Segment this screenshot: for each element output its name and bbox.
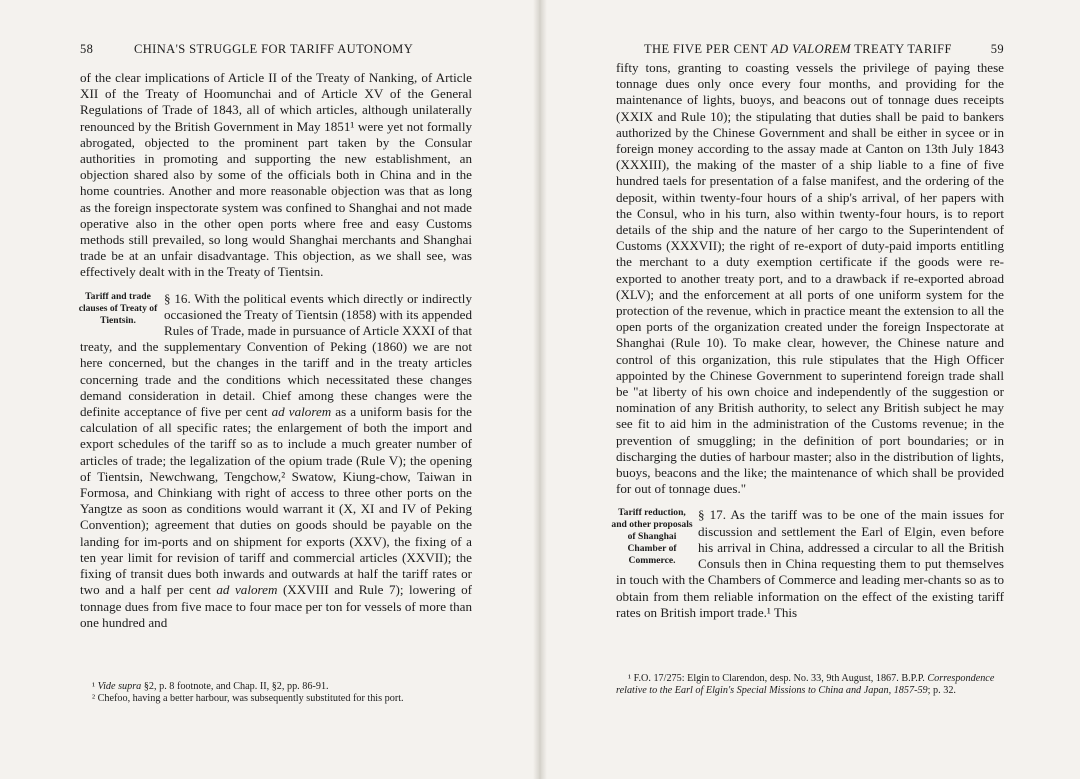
left-para2-text-a: § 16. With the political events which directly or indirectly occasioned the Treaty of Tientsin (1858) with its appended Rules of Trade, made in pursuance of Article XXXI of that treaty, and the supplementary Convention of Peking (1860) we are not here concerned, but the changes in the tariff and in the treaty articles concerning trade and the conditions which necessitated these changes demand consideration in detail. Chief among these changes were the definite acceptance of five per cent [80, 290, 472, 420]
left-para2-text-c: (XXVIII and Rule 7); lowering of tonnage dues from five mace to four mace per ton for vessels of more than one hundred and [80, 582, 472, 630]
right-para2-text: § 17. As the tariff was to be one of the main issues for discussion and settlement the Earl of Elgin, even before his arrival in China, addressed a circular to all the British Consuls then in China requesting them to put themselves in touch with the Chambers of Commerce and leading mer-chants so as to obtain from them reliable information on the effect of the existing tariff rates on British import trade.¹ This [616, 507, 1004, 620]
left-para2-italic: ad valorem [271, 404, 332, 420]
right-page-number: 59 [990, 42, 1004, 56]
left-paragraph-2 [80, 291, 472, 631]
right-paragraph-2 [611, 507, 1004, 620]
left-para2-text-b: as a uniform basis for the calculation of all specific rates; the enlargement of both the import and export schedules of the tariff so as to include a much greater number of articles of trade; the legalization of the opium trade (Rule V); the opening of Tientsin, Newchwang, Tengchow,² Swatow, Kiung-chow, Taiwan in Formosa, and Chinkiang with right of access to three other ports on the Yangtze as soon as conditions would warrant it (X, XI and IV of Peking Convention); agreement that duties on goods should be payable on the landing for im-ports and on shipment for exports (XXV), the fixing of a ten year limit for revision of tariff and commercial articles (XXVII); the fixing of transit dues both inwards and outwards at half the tariff rates or two and a half per cent [80, 404, 472, 598]
right-page [540, 0, 1080, 779]
left-footnote-2: ² Chefoo, having a better harbour, was subsequently substituted for this port. [92, 693, 404, 705]
left-footnotes [80, 681, 472, 705]
right-running-title: THE FIVE PER CENT AD VALOREM TREATY TARIFF [644, 42, 952, 56]
right-footnotes [616, 673, 1004, 697]
right-paragraph-1: fifty tons, granting to coasting vessels the privilege of paying these tonnage dues only once every four months, and providing for the maintenance of lights, buoys, and beacons out of tonnage dues receipts (XXIX and Rule 10); the stipulating that duties shall be paid to bankers authorized by the Chinese Government and shall be either in sycee or in foreign money according to the assay made at Canton on 13th July 1843 (XXXIII), the making of the master of a ship liable to a fine of five hundred taels for presentation of a false manifest, and the ordering of the deposit, within twenty-four hours of a ship's arrival, of her papers with the Consul, who in his turn, also within twenty-four hours, is to report details of the ship and the nature of her cargo to the Superintendent of Customs (XXXVII); the right of re-export of duty-paid imports entitling the merchant to a duty exemption certificate if the goods were re-exported to another treaty port, and to a drawback if re-exported abroad (XLV); and the enforcement at all ports of one uniform system for the protection of the revenue, which in practice meant the extension to all the open ports of the organization created under the foreign Inspectorate at Shanghai (Rule 10). To make clear, however, the Chinese nature and control of this organization, this rule stipulates that the High Officer appointed by the Chinese Government to superintend foreign trade shall be "at liberty of his own choice and independently of the suggestion or nomination of any British authority, to select any British subject he may see fit to aid him in the administration of the Customs revenue; in the prevention of smuggling; in the definition of port boundaries; or in discharging the duties of harbour master; also in the distribution of lights, buoys, beacons and the like; the maintenance of which shall be provided for out of tonnage dues." [616, 60, 1004, 497]
left-body-text [80, 70, 472, 631]
left-running-title: CHINA'S STRUGGLE FOR TARIFF AUTONOMY [134, 42, 414, 56]
right-body-text [611, 60, 1004, 621]
left-paragraph-1: of the clear implications of Article II of the Treaty of Nanking, of Article XII of the Treaty of Hoomunchai and of Article XV of the General Regulations of Trade of 1843, all of which articles, although unilaterally renounced by the British Government in May 1851¹ were yet not formally abrogated, objected to the prominent part taken by the Consular authorities in promoting and supporting the new establishment, an objection shared also by some of the officials both in China and in the home countries. Another and more reasonable objection was that as long as the foreign inspectorate system was confined to Shanghai and not made operative also in the other open ports where free and easy Customs methods still prevailed, so long would Shanghai merchants and Shanghai trade be at an unfair disadvantage. This objection, as we shall see, was effectively dealt with in the Treaty of Tientsin. [80, 70, 472, 280]
right-margin-note: Tariff reduction, and other proposals of Shanghai Chamber of Commerce. [611, 507, 693, 567]
left-footnote-1: ¹ Vide supra §2, p. 8 footnote, and Chap. II, §2, pp. 86-91. [92, 681, 329, 692]
left-margin-note: Tariff and trade clauses of Treaty of Tientsin. [78, 290, 158, 326]
left-page-number: 58 [80, 42, 94, 56]
left-para2-italic-2: ad valorem [216, 582, 278, 598]
right-footnote-1: ¹ F.O. 17/275: Elgin to Clarendon, desp. No. 33, 9th August, 1867. B.P.P. Correspondence relative to the Earl of Elgin's Special Missions to China and Japan, 1857-59; p. 32. [616, 673, 995, 697]
